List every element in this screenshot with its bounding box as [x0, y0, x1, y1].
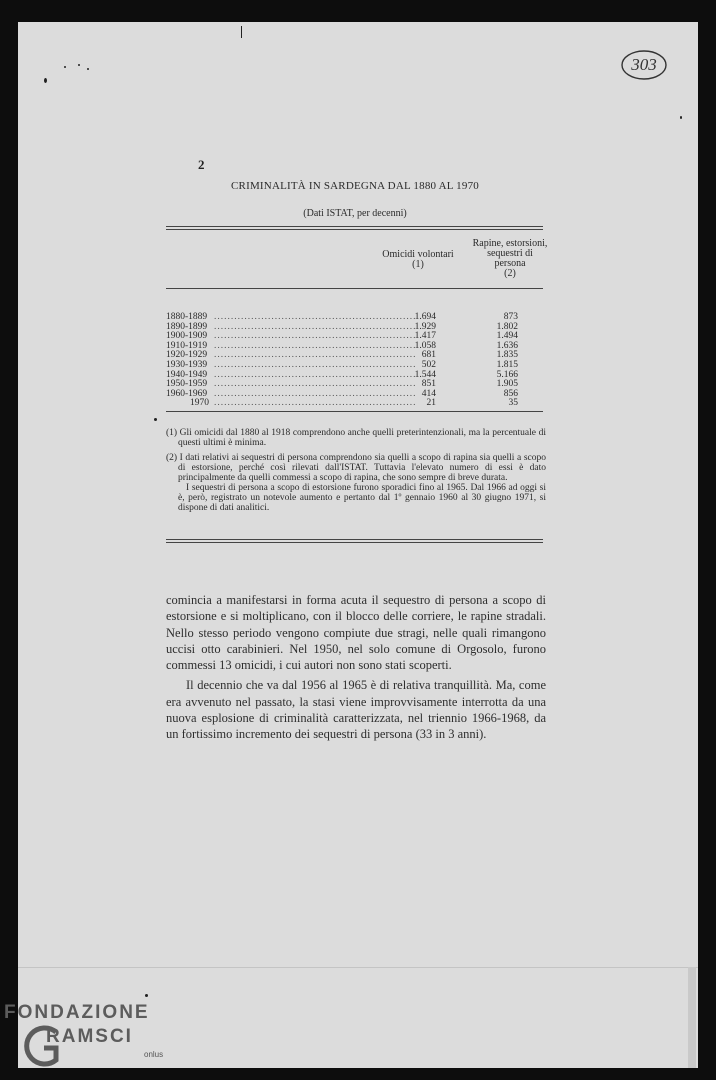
footnote-2: (2) I dati relativi ai sequestri di persona comprendono sia quelli a scopo di rapina sia quelli a scopo di estorsione, perché così rilevati dall'ISTAT. Tuttavia l'elevato numero di essi è dato principalmente da quelli commessi a scopo di rapina, che sono sempre di breve durata. — [166, 453, 546, 483]
omicidi-cell: 851 — [421, 379, 436, 390]
col-header-rapine: Rapine, estorsioni, sequestri di persona (2) — [472, 238, 548, 279]
period-cell: 1910-1919 — [166, 340, 208, 351]
table-bottom-rule — [166, 411, 543, 412]
leader-dots: ............................................................ — [214, 398, 417, 409]
period-cell: 1930-1939 — [166, 360, 208, 370]
fondazione-gramsci-watermark — [4, 1002, 184, 1074]
watermark-line1: FONDAZIONE — [4, 1002, 150, 1023]
table-row — [166, 370, 546, 380]
ink-speck — [154, 418, 157, 421]
omicidi-cell: 681 — [421, 350, 436, 361]
footnotes — [166, 428, 546, 513]
omicidi-cell: 1.929 — [414, 321, 436, 332]
footnote-2-continuation: I sequestri di persona a scopo di estorsione furono sporadici fino al 1965. Dal 1966 ad oggi si è, però, registrato un notevole aumento e pertanto dal 1º gennaio 1960 al 30 giugno 1971, si dispone di dati analitici. — [178, 483, 546, 513]
period-cell: 1900-1909 — [166, 331, 208, 342]
ink-speck — [241, 26, 242, 38]
rapine-cell: 1.835 — [496, 350, 518, 361]
table-row — [166, 312, 546, 322]
omicidi-cell: 1.544 — [414, 369, 436, 380]
col-header-omicidi: Omicidi volontari (1) — [382, 249, 454, 270]
watermark-line2: RAMSCI — [46, 1026, 133, 1047]
archive-number-stamp — [620, 48, 668, 82]
leader-dots: ............................................................ — [214, 312, 417, 322]
period-cell: 1960-1969 — [166, 388, 208, 399]
rapine-cell: 35 — [508, 398, 518, 409]
circle-mark-icon — [620, 48, 668, 82]
leader-dots: ............................................................ — [214, 350, 417, 361]
table-title: CRIMINALITÀ IN SARDEGNA DAL 1880 AL 1970 — [231, 180, 479, 192]
period-cell: 1920-1929 — [166, 350, 208, 361]
omicidi-cell: 1.417 — [414, 331, 436, 342]
table-row — [166, 398, 546, 408]
leader-dots: ............................................................ — [214, 369, 417, 380]
watermark-line3: onlus — [144, 1050, 164, 1059]
table-row — [166, 360, 546, 370]
rapine-cell: 5.166 — [496, 369, 518, 380]
rapine-cell: 873 — [503, 312, 518, 322]
document-page — [18, 22, 698, 1068]
rapine-cell: 1.802 — [496, 321, 518, 332]
rapine-cell: 1.636 — [496, 340, 518, 351]
top-rule — [166, 226, 543, 227]
notes-bottom-rule — [166, 539, 543, 540]
omicidi-cell: 502 — [421, 360, 436, 370]
period-cell: 1880-1889 — [166, 312, 208, 322]
ink-speck — [78, 64, 80, 66]
omicidi-cell: 1.694 — [414, 312, 436, 322]
leader-dots: ............................................................ — [214, 340, 417, 351]
body-text — [166, 592, 546, 743]
rapine-cell: 856 — [503, 388, 518, 399]
period-cell: 1970 — [190, 398, 209, 409]
period-cell: 1950-1959 — [166, 379, 208, 390]
paragraph: comincia a manifestarsi in forma acuta il sequestro di persona a scopo di estorsione e si moltiplicano, con il blocco delle corriere, le rapine stradali. Nello stesso periodo vengono compiute due stragi, nelle quali rimangono uccisi otto carabinieri. Nel 1950, nel solo comune di Orgosolo, furono commessi 13 omicidi, i cui autori non sono stati scoperti. — [166, 593, 546, 673]
ink-speck — [87, 68, 89, 70]
omicidi-cell: 21 — [426, 398, 436, 409]
table-row — [166, 379, 546, 389]
period-cell: 1890-1899 — [166, 321, 208, 332]
ink-speck — [145, 994, 148, 997]
period-cell: 1940-1949 — [166, 369, 208, 380]
rapine-cell: 1.815 — [496, 360, 518, 370]
top-rule — [166, 229, 543, 230]
leader-dots: ............................................................ — [214, 379, 417, 390]
omicidi-cell: 1.058 — [414, 340, 436, 351]
page-edge — [688, 967, 696, 1068]
ink-speck — [44, 78, 47, 83]
omicidi-cell: 414 — [421, 388, 436, 399]
table-row — [166, 341, 546, 351]
table-row — [166, 389, 546, 399]
rapine-cell: 1.494 — [496, 331, 518, 342]
leader-dots: ............................................................ — [214, 331, 417, 342]
page-fold-line — [18, 967, 698, 968]
ink-speck — [680, 116, 682, 119]
notes-bottom-rule — [166, 542, 543, 543]
leader-dots: ............................................................ — [214, 360, 417, 370]
header-rule — [166, 288, 543, 289]
rapine-cell: 1.905 — [496, 379, 518, 390]
ink-speck — [64, 66, 66, 68]
table-row — [166, 322, 546, 332]
archive-number: 303 — [631, 55, 657, 74]
table-row — [166, 350, 546, 360]
leader-dots: ............................................................ — [214, 321, 417, 332]
leader-dots: ............................................................ — [214, 388, 417, 399]
footnote-1: (1) Gli omicidi dal 1880 al 1918 comprendono anche quelli preterintenzionali, ma la percentuale di questi ultimi è minima. — [166, 428, 546, 448]
paragraph: Il decennio che va dal 1956 al 1965 è di relativa tranquillità. Ma, come era avvenuto nel passato, la stasi viene improvvisamente interrotta da una nuova esplosione di criminalità caratterizzata, nel triennio 1966-1968, da un fortissimo incremento dei sequestri di persona (33 in 3 anni). — [166, 678, 546, 742]
table-row — [166, 331, 546, 341]
page-number: 2 — [198, 157, 205, 172]
table-subtitle: (Dati ISTAT, per decenni) — [303, 208, 407, 219]
